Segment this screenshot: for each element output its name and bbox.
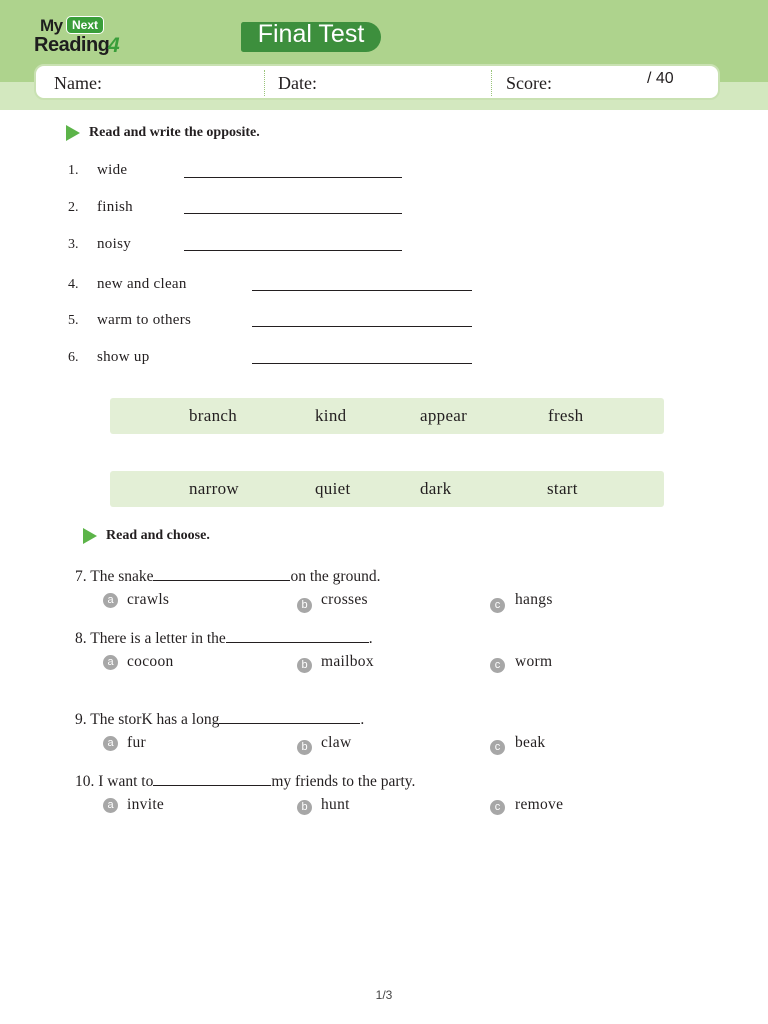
- name-label: Name:: [54, 73, 102, 93]
- question-8: [75, 628, 373, 648]
- item-number: 3.: [68, 237, 79, 252]
- question-text: 8. There is a letter in the: [75, 630, 226, 647]
- question-7: [75, 566, 380, 586]
- info-bar: [34, 64, 720, 100]
- question-text: 7. The snake: [75, 568, 154, 585]
- answer-line[interactable]: [184, 250, 402, 251]
- bank-word: kind: [315, 406, 347, 425]
- bank-word: dark: [420, 479, 452, 498]
- option-text[interactable]: fur: [127, 734, 146, 751]
- answer-line[interactable]: [252, 290, 472, 291]
- question-text: 9. The storK has a long: [75, 711, 220, 728]
- option-b-icon[interactable]: b: [297, 740, 312, 755]
- option-text[interactable]: mailbox: [321, 653, 374, 670]
- item-number: 1.: [68, 163, 79, 178]
- score-label: Score:: [506, 73, 552, 93]
- option-text[interactable]: hunt: [321, 796, 350, 813]
- option-c-icon[interactable]: c: [490, 800, 505, 815]
- info-divider: [264, 70, 265, 96]
- logo-level: 4: [108, 34, 120, 57]
- question-text: .: [368, 630, 373, 647]
- logo-reading: Reading: [34, 34, 110, 56]
- option-b-icon[interactable]: b: [297, 658, 312, 673]
- answer-line[interactable]: [184, 177, 402, 178]
- option-text[interactable]: hangs: [515, 591, 553, 608]
- bank-word: appear: [420, 406, 468, 425]
- option-a-icon[interactable]: a: [103, 593, 118, 608]
- bank-word: branch: [189, 406, 238, 425]
- section-arrow-icon: [83, 528, 97, 544]
- option-b-icon[interactable]: b: [297, 800, 312, 815]
- option-b-icon[interactable]: b: [297, 598, 312, 613]
- item-number: 2.: [68, 200, 79, 215]
- question-10: [75, 771, 415, 791]
- item-word: finish: [97, 199, 133, 215]
- option-c-icon[interactable]: c: [490, 740, 505, 755]
- question-text: 10. I want to: [75, 773, 154, 790]
- option-text[interactable]: invite: [127, 796, 165, 813]
- series-logo: [34, 15, 134, 60]
- section-arrow-icon: [66, 125, 80, 141]
- section1-heading: Read and write the opposite.: [89, 125, 260, 140]
- bank-word: narrow: [189, 479, 239, 498]
- option-a-icon[interactable]: a: [103, 655, 118, 670]
- option-a-icon[interactable]: a: [103, 736, 118, 751]
- score-total: / 40: [647, 70, 674, 87]
- page-number: 1/3: [375, 988, 393, 1002]
- option-text[interactable]: worm: [515, 653, 553, 670]
- answer-line[interactable]: [252, 326, 472, 327]
- info-divider: [491, 70, 492, 96]
- item-number: 5.: [68, 313, 79, 328]
- answer-line[interactable]: [252, 363, 472, 364]
- answer-blank[interactable]: [226, 628, 369, 643]
- item-word: noisy: [97, 236, 132, 252]
- word-bank-row: [110, 398, 664, 434]
- option-text[interactable]: cocoon: [127, 653, 174, 670]
- answer-blank[interactable]: [219, 709, 360, 724]
- logo-next: Next: [66, 16, 104, 34]
- date-label: Date:: [278, 73, 317, 93]
- item-word: new and clean: [97, 276, 187, 292]
- bank-word: quiet: [315, 479, 351, 498]
- word-bank-row: [110, 471, 664, 507]
- option-text[interactable]: claw: [321, 734, 352, 751]
- option-c-icon[interactable]: c: [490, 658, 505, 673]
- item-word: warm to others: [97, 312, 192, 328]
- option-c-icon[interactable]: c: [490, 598, 505, 613]
- section2-heading: Read and choose.: [106, 528, 210, 543]
- option-text[interactable]: crosses: [321, 591, 368, 608]
- item-number: 6.: [68, 350, 79, 365]
- question-text: on the ground.: [290, 568, 381, 585]
- item-word: show up: [97, 349, 150, 365]
- item-number: 4.: [68, 277, 79, 292]
- option-text[interactable]: remove: [515, 796, 564, 813]
- logo-my: My: [40, 16, 63, 35]
- bank-word: start: [547, 479, 578, 498]
- bank-word: fresh: [548, 406, 584, 425]
- option-text[interactable]: beak: [515, 734, 546, 751]
- answer-blank[interactable]: [153, 566, 290, 581]
- answer-blank[interactable]: [153, 771, 271, 786]
- page-title: Final Test: [257, 20, 365, 48]
- question-text: .: [360, 711, 365, 728]
- question-9: [75, 709, 364, 729]
- option-a-icon[interactable]: a: [103, 798, 118, 813]
- question-text: my friends to the party.: [271, 773, 416, 790]
- item-word: wide: [97, 162, 128, 178]
- option-text[interactable]: crawls: [127, 591, 170, 608]
- answer-line[interactable]: [184, 213, 402, 214]
